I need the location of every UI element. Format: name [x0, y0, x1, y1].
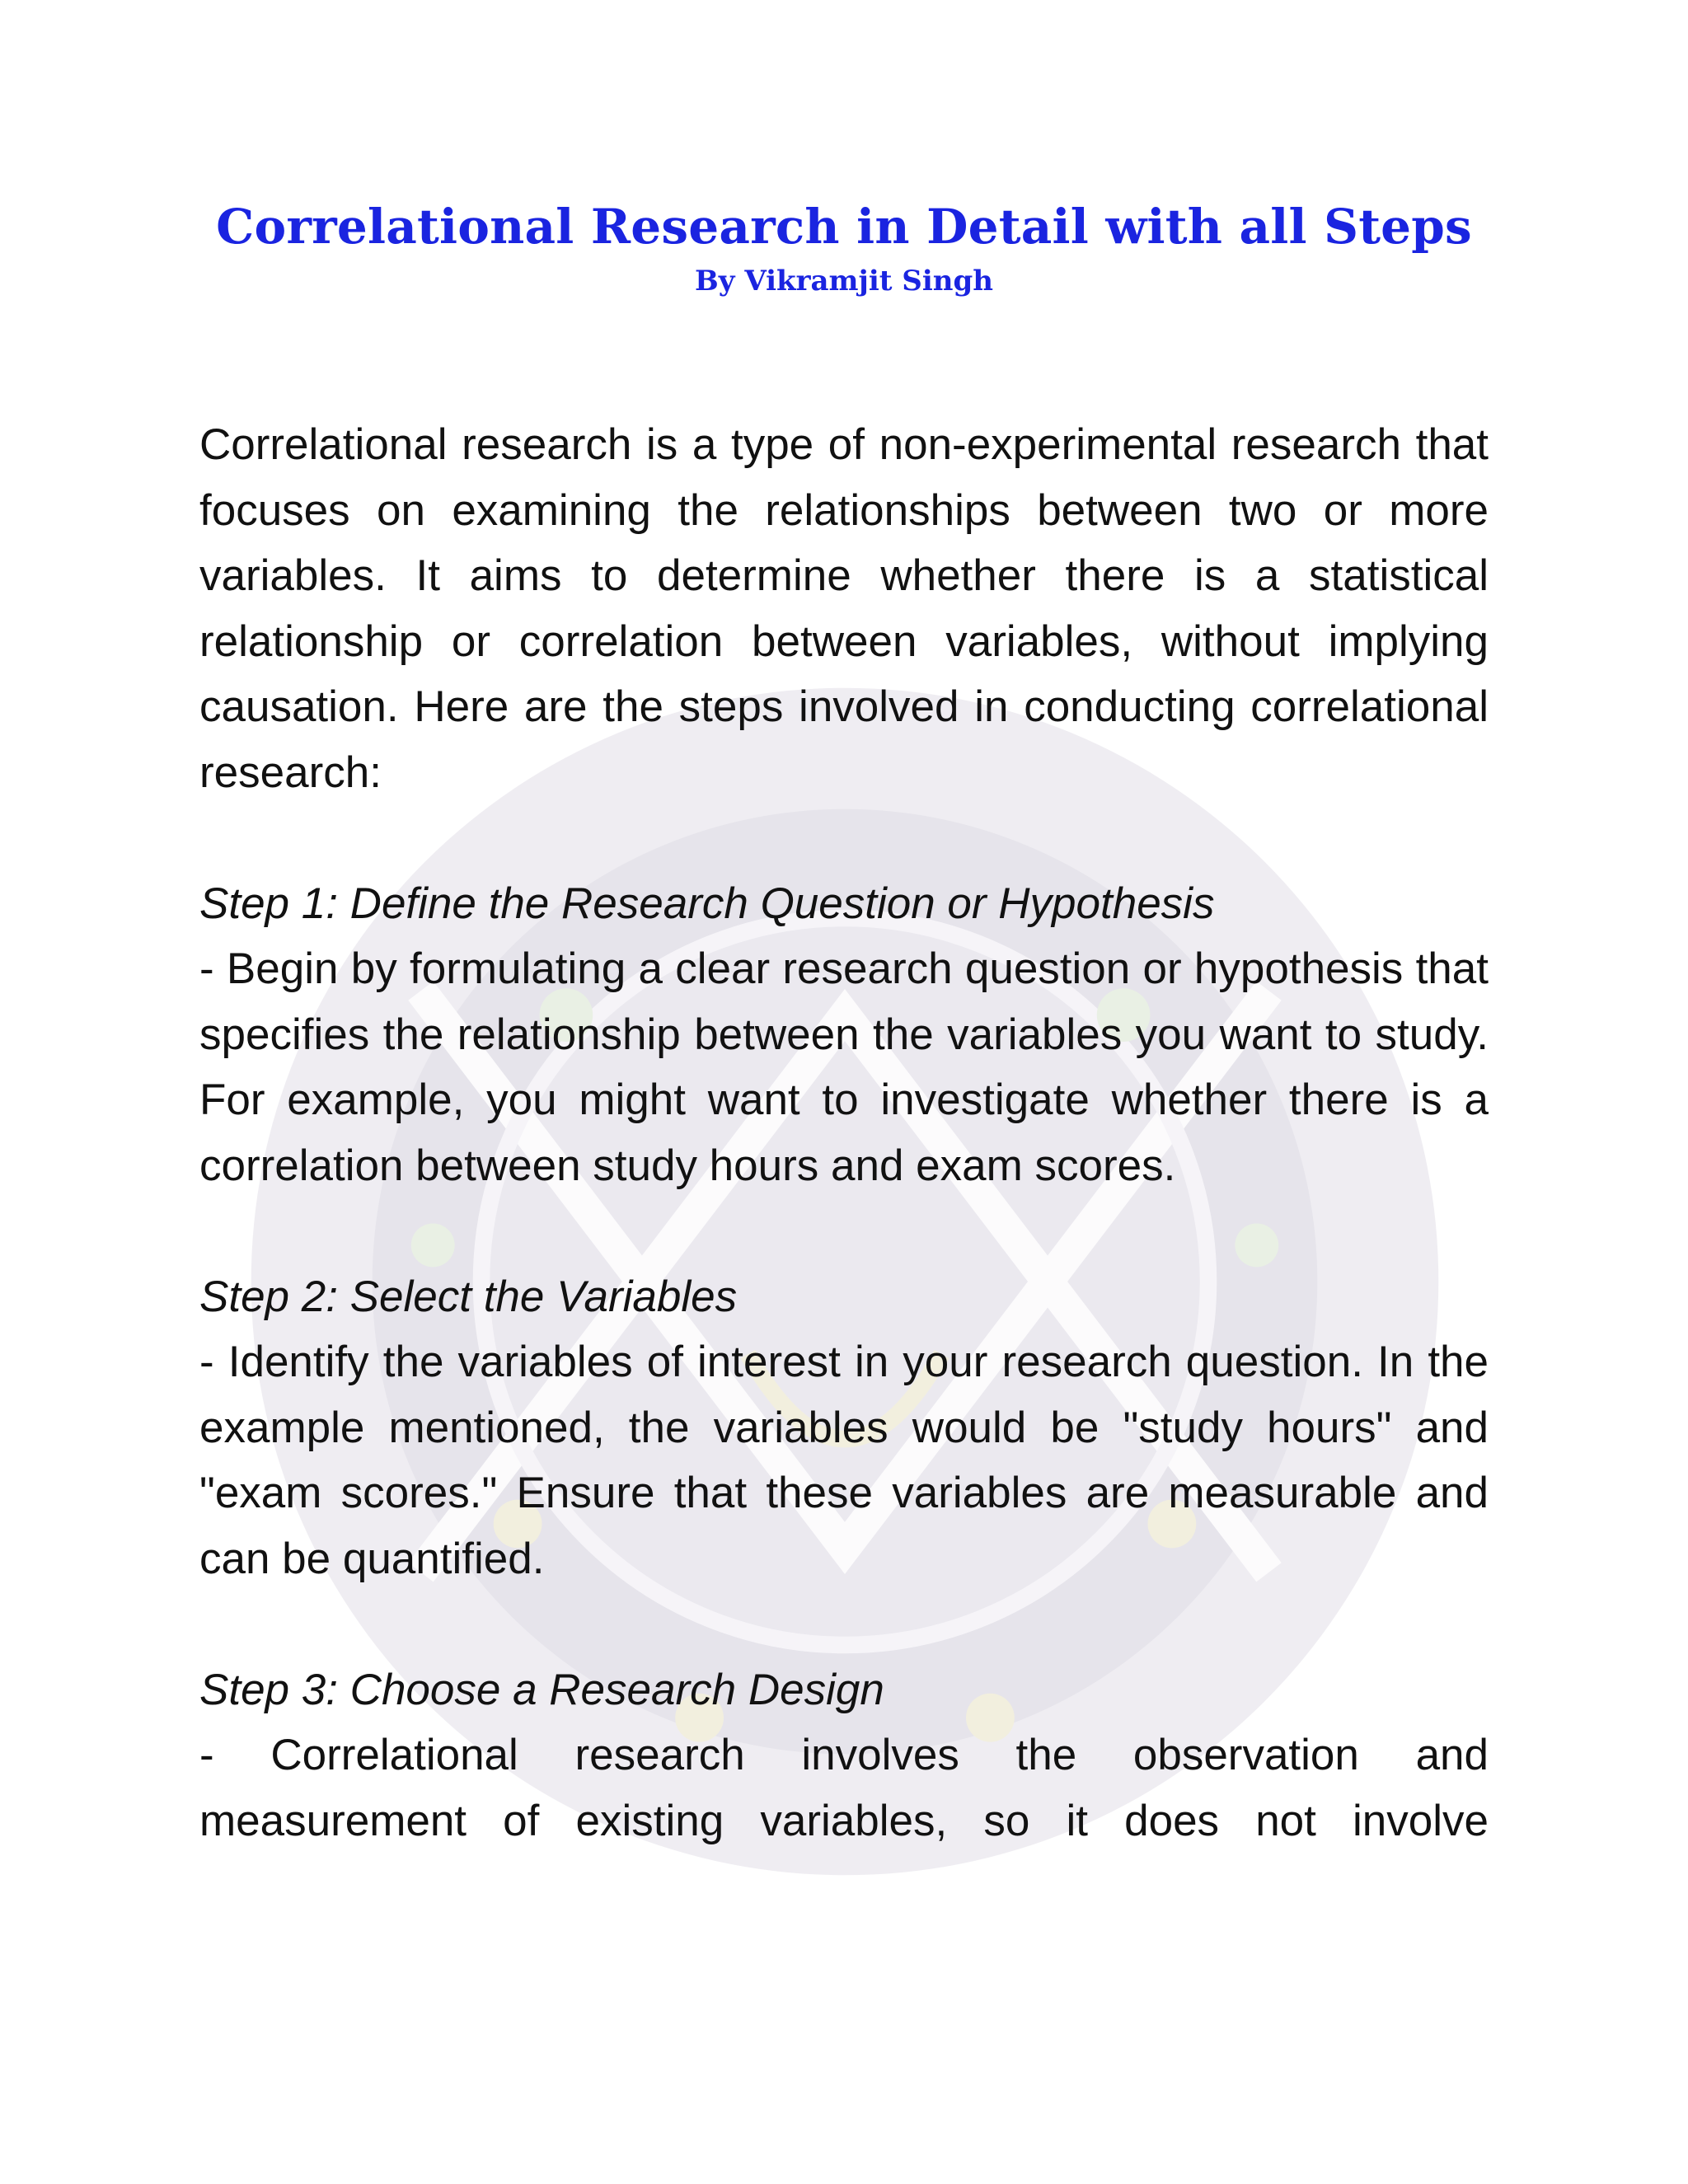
- step-2-heading: Step 2: Select the Variables: [199, 1272, 738, 1321]
- title-block: [0, 194, 1688, 301]
- step-3-heading: Step 3: Choose a Research Design: [199, 1665, 884, 1714]
- document-author: By Vikramjit Singh: [695, 265, 993, 298]
- document-title: Correlational Research in Detail with all Steps: [216, 199, 1472, 255]
- step-1-heading: Step 1: Define the Research Question or Hypothesis: [199, 879, 1215, 928]
- document-body: [199, 412, 1489, 1854]
- paragraph-gap: [199, 1591, 1489, 1657]
- paragraph-gap: [199, 805, 1489, 871]
- step-1-body: - Begin by formulating a clear research question or hypothesis that specifies the relationship between the variables you want to study. For example, you might want to investigate whether there is a correlation between study hours and exam scores.: [199, 944, 1489, 1190]
- step-2-body: - Identify the variables of interest in your research question. In the example mentioned, the variables would be "study hours" and "exam scores." Ensure that these variables are measurable and can be quantified.: [199, 1338, 1489, 1583]
- paragraph-gap: [199, 1198, 1489, 1264]
- intro-paragraph: Correlational research is a type of non-experimental research that focuses on examining the relationships between two or more variables. It aims to determine whether there is a statistical relationship or correlation between variables, without implying causation. Here are the steps involved in conducting correlational research:: [199, 420, 1489, 797]
- step-3-body: - Correlational research involves the observation and measurement of existing variables, so it does not involve: [199, 1731, 1489, 1845]
